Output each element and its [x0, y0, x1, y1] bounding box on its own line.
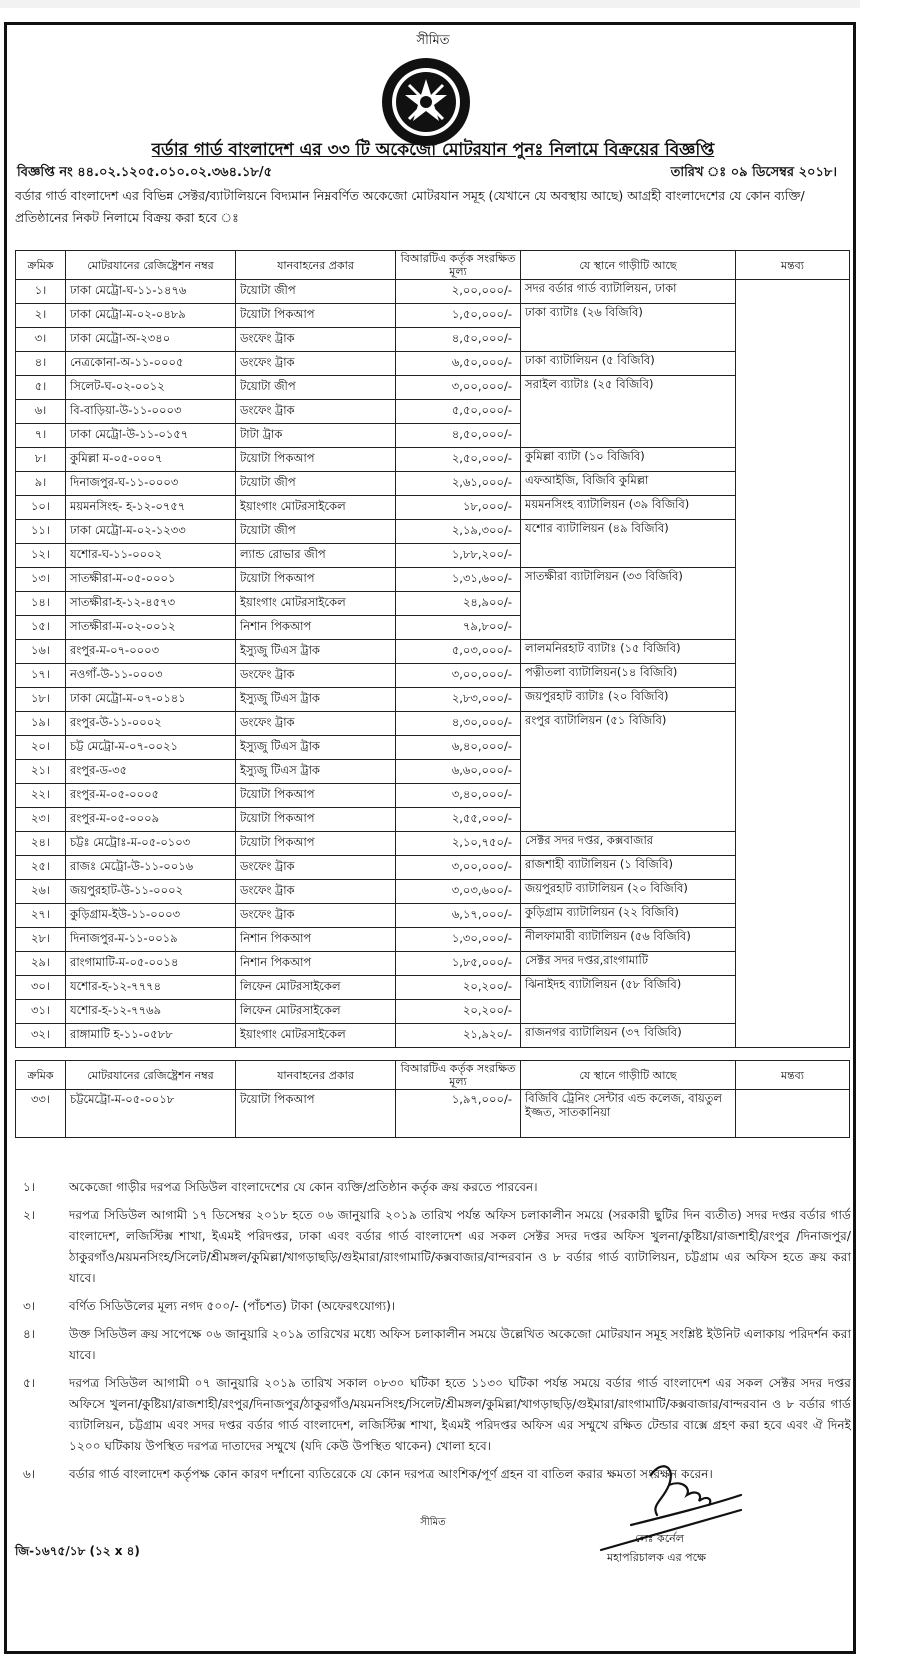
- term-number: ১।: [23, 1180, 36, 1194]
- cell-location: রংপুর ব্যাটালিয়ন (৫১ বিজিবি): [521, 712, 736, 832]
- top-band: [0, 0, 860, 8]
- restricted-label-bottom: সীমিত: [420, 1517, 446, 1528]
- vehicle-table-header: [16, 251, 850, 280]
- cell-location: ঝিনাইদহ ব্যাটালিয়ন (৫৮ বিজিবি): [521, 976, 736, 1024]
- cell-vehicle-type: টয়োটা পিকআপ: [236, 304, 396, 328]
- cell-serial: ২৮।: [16, 928, 66, 952]
- cell-registration: সাতক্ষীরা-ম-০৫-০০০১: [66, 568, 236, 592]
- cell-serial: ১৬।: [16, 640, 66, 664]
- cell-vehicle-type: ডংফেং ট্রাক: [236, 352, 396, 376]
- cell-serial: ১৮।: [16, 688, 66, 712]
- cell-registration: কুমিল্লা ম-০৫-০০০৭: [66, 448, 236, 472]
- cell-registration: ঢাকা মেট্রো-ম-০২-১২৩৩: [66, 520, 236, 544]
- cell-price: ৫,৫০,০০০/-: [396, 400, 521, 424]
- cell-location: ঢাকা ব্যাটাঃ (২৬ বিজিবি): [521, 304, 736, 352]
- cell-price: ১,৩১,৬০০/-: [396, 568, 521, 592]
- cell-location: ময়মনসিংহ ব্যাটালিয়ন (৩৯ বিজিবি): [521, 496, 736, 520]
- cell-vehicle-type: ডংফেং ট্রাক: [236, 904, 396, 928]
- cell-vehicle-type: ল্যান্ড রোভার জীপ: [236, 544, 396, 568]
- cell-serial: ৩৩।: [16, 1090, 66, 1138]
- signer-title: লেঃ কর্নেল: [635, 1532, 684, 1545]
- cell-price: ২,৬১,০০০/-: [396, 472, 521, 496]
- cell-vehicle-type: ইয়াংগাং মোটরসাইকেল: [236, 592, 396, 616]
- cell-registration: চট্টঃ মেট্রোঃ-ম-০৫-০১০৩: [66, 832, 236, 856]
- cell-registration: রংপুর-ম-০৫-০০০৯: [66, 808, 236, 832]
- notice-title: বর্ডার গার্ড বাংলাদেশ এর ৩৩ টি অকেজো মোটরযান পুনঃ নিলামে বিক্রয়ের বিজ্ঞপ্তি: [151, 140, 715, 160]
- table-row: [16, 352, 850, 376]
- cell-registration: চট্টমেট্রো-ম-০৫-০০১৮: [66, 1090, 236, 1138]
- cell-serial: ৩০।: [16, 976, 66, 1000]
- cell-registration: রাঙ্গামাটি হ-১১-০৫৮৮: [66, 1024, 236, 1048]
- cell-vehicle-type: ইয়াংগাং মোটরসাইকেল: [236, 496, 396, 520]
- cell-serial: ২০।: [16, 736, 66, 760]
- cell-vehicle-type: ইস্যুজু টিএস ট্রাক: [236, 760, 396, 784]
- cell-registration: রংপুর-ম-০৫-০০০৫: [66, 784, 236, 808]
- cell-serial: ৪।: [16, 352, 66, 376]
- cell-location: এফআইজি, বিজিবি কুমিল্লা: [521, 472, 736, 496]
- cell-registration: জয়পুরহাট-উ-১১-০০০২: [66, 880, 236, 904]
- cell-serial: ২১।: [16, 760, 66, 784]
- cell-location: রাজশাহী ব্যাটালিয়ন (১ বিজিবি): [521, 856, 736, 880]
- cell-price: ২,১৯,৩০০/-: [396, 520, 521, 544]
- cell-vehicle-type: টয়োটা জীপ: [236, 520, 396, 544]
- table-row: [16, 832, 850, 856]
- cell-price: ২,০০,০০০/-: [396, 280, 521, 304]
- cell-location: সেক্টর সদর দপ্তর, কক্সবাজার: [521, 832, 736, 856]
- term-number: ২।: [23, 1208, 36, 1222]
- cell-serial: ৭।: [16, 424, 66, 448]
- notice-page: [4, 22, 856, 1654]
- cell-vehicle-type: ইস্যুজু টিএস ট্রাক: [236, 688, 396, 712]
- cell-location: সদর বর্ডার গার্ড ব্যাটালিয়ন, ঢাকা: [521, 280, 736, 304]
- cell-location: লালমনিরহাট ব্যাটাঃ (১৫ বিজিবি): [521, 640, 736, 664]
- cell-registration: সিলেট-ঘ-০২-০০১২: [66, 376, 236, 400]
- cell-price: ৬,৪০,০০০/-: [396, 736, 521, 760]
- cell-serial: ১২।: [16, 544, 66, 568]
- cell-remarks: [736, 1090, 850, 1138]
- term-text: অকেজো গাড়ীর দরপত্র সিডিউল বাংলাদেশের যে কোন ব্যক্তি/প্রতিষ্ঠান কর্তৃক ক্রয় করতে পারবেন।: [69, 1180, 538, 1194]
- table-row: [16, 1090, 850, 1138]
- table-row: [16, 664, 850, 688]
- cell-price: ১,৯৭,০০০/-: [396, 1090, 521, 1138]
- term-text: উক্ত সিডিউল ক্রয় সাপেক্ষে ০৬ জানুয়ারি ২০১৯ তারিখের মধ্যে অফিস চলাকালীন সময়ে উল্লেখিত অকেজো মোটরযান সমূহ সংশ্লিষ্ট ইউনিট এলাকায় পরিদর্শন করা যাবে।: [69, 1327, 851, 1362]
- cell-price: ১,৩০,০০০/-: [396, 928, 521, 952]
- restricted-label-top: সীমিত: [416, 33, 450, 48]
- cell-vehicle-type: ডংফেং ট্রাক: [236, 328, 396, 352]
- table-row: [16, 448, 850, 472]
- cell-vehicle-type: টয়োটা জীপ: [236, 280, 396, 304]
- cell-price: ২৪,৯০০/-: [396, 592, 521, 616]
- cell-price: ২,৫৫,০০০/-: [396, 808, 521, 832]
- cell-vehicle-type: টয়োটা পিকআপ: [236, 808, 396, 832]
- cell-serial: ৩।: [16, 328, 66, 352]
- cell-price: ৩,০০,০০০/-: [396, 376, 521, 400]
- vehicle-table-2-header: [16, 1061, 850, 1090]
- col-serial: ক্রমিক: [16, 251, 66, 280]
- cell-price: ৪,৩০,০০০/-: [396, 712, 521, 736]
- col-reserved-price: বিআরটিএ কর্তৃক সংরক্ষিত মূল্য: [396, 1061, 521, 1090]
- reference-code: জি-১৬৭৫/১৮ (১২ x ৪): [15, 1544, 140, 1558]
- cell-registration: যশোর-ঘ-১১-০০০২: [66, 544, 236, 568]
- cell-serial: ৩১।: [16, 1000, 66, 1024]
- cell-vehicle-type: নিশান পিকআপ: [236, 952, 396, 976]
- table-row: [16, 880, 850, 904]
- cell-registration: ঢাকা মেট্রো-ম-০৭-০১৪১: [66, 688, 236, 712]
- term-number: ৪।: [23, 1327, 36, 1341]
- cell-price: ২০,২০০/-: [396, 976, 521, 1000]
- cell-vehicle-type: ডংফেং ট্রাক: [236, 664, 396, 688]
- table-row: [16, 496, 850, 520]
- cell-serial: ৯।: [16, 472, 66, 496]
- cell-registration: রাজঃ মেট্রো-উ-১১-০০১৬: [66, 856, 236, 880]
- table-row: [16, 952, 850, 976]
- cell-price: ১,৮৫,০০০/-: [396, 952, 521, 976]
- cell-location: নীলফামারী ব্যাটালিয়ন (৫৬ বিজিবি): [521, 928, 736, 952]
- cell-serial: ১৭।: [16, 664, 66, 688]
- cell-price: ৬,১৭,০০০/-: [396, 904, 521, 928]
- table-row: [16, 568, 850, 592]
- cell-registration: ঢাকা মেট্রো-অ-২৩৪০: [66, 328, 236, 352]
- cell-vehicle-type: লিফেন মোটরসাইকেল: [236, 1000, 396, 1024]
- cell-registration: চট্ট মেট্রো-ম-০৭-০০২১: [66, 736, 236, 760]
- cell-price: ২,৫০,০০০/-: [396, 448, 521, 472]
- cell-location: সেক্টর সদর দপ্তর,রাংগামাটি: [521, 952, 736, 976]
- cell-price: ৩,৪০,০০০/-: [396, 784, 521, 808]
- cell-price: ১,৮৮,২০০/-: [396, 544, 521, 568]
- table-row: [16, 304, 850, 328]
- cell-location: রাজনগর ব্যাটালিয়ন (৩৭ বিজিবি): [521, 1024, 736, 1048]
- term-number: ৩।: [23, 1299, 36, 1313]
- cell-registration: ময়মনসিংহ- হ-১২-০৭৫৭: [66, 496, 236, 520]
- table-row: [16, 376, 850, 400]
- col-location: যে স্থানে গাড়ীটি আছে: [521, 251, 736, 280]
- cell-vehicle-type: নিশান পিকআপ: [236, 616, 396, 640]
- cell-serial: ২৬।: [16, 880, 66, 904]
- memo-number: বিজ্ঞপ্তি নং ৪৪.০২.১২০৫.০১০.০২.৩৬৪.১৮/৫: [17, 165, 273, 180]
- cell-vehicle-type: টয়োটা পিকআপ: [236, 568, 396, 592]
- cell-location: বিজিবি ট্রেনিং সেন্টার এন্ড কলেজ, বায়তুল ইজ্জত, সাতকানিয়া: [521, 1090, 736, 1138]
- cell-vehicle-type: টাটা ট্রাক: [236, 424, 396, 448]
- cell-price: ৬,৬০,০০০/-: [396, 760, 521, 784]
- col-vehicle-type: যানবাহনের প্রকার: [236, 1061, 396, 1090]
- cell-price: ১৮,০০০/-: [396, 496, 521, 520]
- cell-registration: নওগাঁ-উ-১১-০০০৩: [66, 664, 236, 688]
- term-number: ৫।: [23, 1376, 36, 1390]
- cell-vehicle-type: ইয়াংগাং মোটরসাইকেল: [236, 1024, 396, 1048]
- table-row: [16, 280, 850, 304]
- cell-registration: দিনাজপুর-ম-১১-০০১৯: [66, 928, 236, 952]
- cell-price: ৩,০৩,৬০০/-: [396, 880, 521, 904]
- cell-location: কুড়িগ্রাম ব্যাটালিয়ন (২২ বিজিবি): [521, 904, 736, 928]
- cell-vehicle-type: টয়োটা পিকআপ: [236, 448, 396, 472]
- cell-location: যশোর ব্যাটালিয়ন (৪৯ বিজিবি): [521, 520, 736, 568]
- cell-serial: ২৪।: [16, 832, 66, 856]
- term-item: [15, 1205, 851, 1289]
- table-row: [16, 976, 850, 1000]
- cell-serial: ২৫।: [16, 856, 66, 880]
- cell-vehicle-type: নিশান পিকআপ: [236, 928, 396, 952]
- term-item: [15, 1324, 851, 1366]
- cell-serial: ২।: [16, 304, 66, 328]
- cell-registration: ঢাকা মেট্রো-ঘ-১১-১৪৭৬: [66, 280, 236, 304]
- cell-registration: রাংগামাটি-ম-০৫-০০১৪: [66, 952, 236, 976]
- cell-serial: ২৩।: [16, 808, 66, 832]
- cell-vehicle-type: ডংফেং ট্রাক: [236, 856, 396, 880]
- table-row: [16, 688, 850, 712]
- vehicle-table-2: [15, 1060, 850, 1138]
- cell-serial: ২৯।: [16, 952, 66, 976]
- col-reserved-price: বিআরটিএ কর্তৃক সংরক্ষিত মূল্য: [396, 251, 521, 280]
- cell-price: ২১,৯২০/-: [396, 1024, 521, 1048]
- term-text: দরপত্র সিডিউল আগামী ০৭ জানুয়ারি ২০১৯ তারিখ সকাল ০৮৩০ ঘটিকা হতে ১১৩০ ঘটিকা পর্যন্ত সময়ে বর্ডার গার্ড বাংলাদেশ এর সকল সেক্টর সদর দপ্তর অফিসে খুলনা/কুষ্টিয়া/রাজশাহী/রংপুর/দিনাজপুর/ঠাকুরগাঁও/ময়মনসিংহ/সিলেট/শ্রীমঙ্গল/কুমিল্লা/খাগড়াছড়ি/গুইমারা/রাংগামাটি/কক্সবাজার/বান্দরবান ও ৮ বর্ডার গার্ড ব্যাটালিয়ন, চট্টগ্রাম এবং সদর দপ্তর বর্ডার গার্ড বাংলাদেশ, লজিস্টিক্স শাখা, ইএমই পরিদপ্তর অফিস এর সম্মুখে রক্ষিত টেন্ডার বাক্সে গ্রহণ করা হবে এবং ঐ দিনই ১২০০ ঘটিকায় উপস্থিত দরপত্র দাতাদের সম্মুখে (যদি কেউ উপস্থিত থাকেন) খোলা হবে।: [69, 1376, 851, 1453]
- cell-serial: ৬।: [16, 400, 66, 424]
- cell-price: ২,৮৩,০০০/-: [396, 688, 521, 712]
- col-registration: মোটরযানের রেজিষ্ট্রেশন নম্বর: [66, 1061, 236, 1090]
- cell-registration: রংপুর-উ-১১-০০০২: [66, 712, 236, 736]
- cell-location: পত্নীতলা ব্যাটালিয়ন(১৪ বিজিবি): [521, 664, 736, 688]
- term-item: [15, 1296, 851, 1317]
- cell-price: ৪,৫০,০০০/-: [396, 424, 521, 448]
- cell-vehicle-type: টয়োটা পিকআপ: [236, 832, 396, 856]
- cell-price: ৭৯,৮০০/-: [396, 616, 521, 640]
- term-text: বর্ণিত সিডিউলের মূল্য নগদ ৫০০/- (পাঁচশত) টাকা (অফেরৎযোগ্য)।: [69, 1299, 396, 1313]
- table-row: [16, 520, 850, 544]
- cell-vehicle-type: ডংফেং ট্রাক: [236, 880, 396, 904]
- term-item: [15, 1373, 851, 1457]
- cell-serial: ১১।: [16, 520, 66, 544]
- cell-registration: কুড়িগ্রাম-ইউ-১১-০০০৩: [66, 904, 236, 928]
- terms-list: [15, 1177, 851, 1492]
- table-row: [16, 904, 850, 928]
- cell-vehicle-type: ডংফেং ট্রাক: [236, 400, 396, 424]
- cell-price: ৩,০০,০০০/-: [396, 664, 521, 688]
- cell-location: জয়পুরহাট ব্যাটালিয়ন (২০ বিজিবি): [521, 880, 736, 904]
- cell-registration: নেত্রকোনা-অ-১১-০০০৫: [66, 352, 236, 376]
- table-row: [16, 856, 850, 880]
- cell-vehicle-type: টয়োটা জীপ: [236, 376, 396, 400]
- cell-price: ১,৫০,০০০/-: [396, 304, 521, 328]
- cell-vehicle-type: লিফেন মোটরসাইকেল: [236, 976, 396, 1000]
- cell-serial: ২২।: [16, 784, 66, 808]
- vehicle-table: [15, 250, 850, 1048]
- cell-price: ২০,২০০/-: [396, 1000, 521, 1024]
- col-location: যে স্থানে গাড়ীটি আছে: [521, 1061, 736, 1090]
- cell-registration: দিনাজপুর-ঘ-১১-০০০৩: [66, 472, 236, 496]
- cell-location: কুমিল্লা ব্যাটা (১০ বিজিবি): [521, 448, 736, 472]
- cell-price: ৪,৫০,০০০/-: [396, 328, 521, 352]
- signer-subtitle: মহাপরিচালক এর পক্ষে: [607, 1551, 706, 1564]
- cell-location: সরাইল ব্যাটাঃ (২৫ বিজিবি): [521, 376, 736, 448]
- cell-location: জয়পুরহাট ব্যাটাঃ (২০ বিজিবি): [521, 688, 736, 712]
- cell-serial: ৮।: [16, 448, 66, 472]
- cell-registration: যশোর-হ-১২-৭৭৬৯: [66, 1000, 236, 1024]
- term-text: বর্ডার গার্ড বাংলাদেশ কর্তৃপক্ষ কোন কারণ দর্শানো ব্যতিরেকে যে কোন দরপত্র আংশিক/পূর্ণ গ্রহন বা বাতিল করার ক্ষমতা সংরক্ষন করেন।: [69, 1467, 713, 1481]
- table-row: [16, 928, 850, 952]
- cell-vehicle-type: ইস্যুজু টিএস ট্রাক: [236, 640, 396, 664]
- col-registration: মোটরযানের রেজিষ্ট্রেশন নম্বর: [66, 251, 236, 280]
- cell-serial: ১৪।: [16, 592, 66, 616]
- cell-price: ৬,৫০,০০০/-: [396, 352, 521, 376]
- table-row: [16, 712, 850, 736]
- cell-serial: ৫।: [16, 376, 66, 400]
- cell-vehicle-type: ইস্যুজু টিএস ট্রাক: [236, 736, 396, 760]
- cell-vehicle-type: টয়োটা পিকআপ: [236, 784, 396, 808]
- cell-vehicle-type: ডংফেং ট্রাক: [236, 712, 396, 736]
- cell-serial: ২৭।: [16, 904, 66, 928]
- term-text: দরপত্র সিডিউল আগামী ১৭ ডিসেম্বর ২০১৮ হতে ০৬ জানুয়ারি ২০১৯ তারিখ পর্যন্ত অফিস চলাকালীন সময়ে (সরকারী ছুটির দিন ব্যতীত) সদর দপ্তর বর্ডার গার্ড বাংলাদেশ, লজিস্টিক্স শাখা, ইএমই পরিদপ্তর, ঢাকা এবং বর্ডার গার্ড বাংলাদেশ এর সকল সেক্টর সদর দপ্তর অফিস খুলনা/কুষ্টিয়া/রাজশাহী/রংপুর /দিনাজপুর/ঠাকুরগাঁও/ময়মনসিংহ/সিলেট/শ্রীমঙ্গল/কুমিল্লা/খাগড়াছড়ি/গুইমারা/রাংগামাটি/কক্সবাজার/বান্দরবান ও ৮ বর্ডার গার্ড ব্যাটালিয়ন, চট্টগ্রাম এর অফিস হতে ক্রয় করা যাবে।: [69, 1208, 851, 1285]
- table-row: [16, 1024, 850, 1048]
- cell-registration: ঢাকা মেট্রো-উ-১১-০১৫৭: [66, 424, 236, 448]
- cell-registration: বি-বাড়িয়া-উ-১১-০০০৩: [66, 400, 236, 424]
- cell-price: ৫,০৩,০০০/-: [396, 640, 521, 664]
- term-number: ৬।: [23, 1467, 36, 1481]
- notice-date: তারিখ ঃ ০৯ ডিসেম্বর ২০১৮।: [670, 165, 837, 180]
- cell-serial: ১।: [16, 280, 66, 304]
- cell-price: ২,১০,৭৫০/-: [396, 832, 521, 856]
- cell-serial: ১৫।: [16, 616, 66, 640]
- cell-registration: ঢাকা মেট্রো-ম-০২-০৪৮৯: [66, 304, 236, 328]
- col-serial: ক্রমিক: [16, 1061, 66, 1090]
- term-item: [15, 1177, 851, 1198]
- table-row: [16, 472, 850, 496]
- cell-remarks: [736, 280, 850, 1048]
- cell-location: ঢাকা ব্যাটালিয়ন (৫ বিজিবি): [521, 352, 736, 376]
- cell-vehicle-type: টয়োটা জীপ: [236, 472, 396, 496]
- cell-price: ৩,০০,০০০/-: [396, 856, 521, 880]
- cell-vehicle-type: টয়োটা পিকআপ: [236, 1090, 396, 1138]
- cell-location: সাতক্ষীরা ব্যাটালিয়ন (৩৩ বিজিবি): [521, 568, 736, 640]
- col-remarks: মন্তব্য: [736, 251, 850, 280]
- cell-registration: সাতক্ষীরা-ম-০২-০০১২: [66, 616, 236, 640]
- col-vehicle-type: যানবাহনের প্রকার: [236, 251, 396, 280]
- cell-serial: ১৩।: [16, 568, 66, 592]
- cell-serial: ৩২।: [16, 1024, 66, 1048]
- table-row: [16, 640, 850, 664]
- cell-registration: রংপুর-ম-০৭-০০০৩: [66, 640, 236, 664]
- col-remarks: মন্তব্য: [736, 1061, 850, 1090]
- bgb-emblem-icon: [379, 55, 473, 149]
- cell-serial: ১৯।: [16, 712, 66, 736]
- intro-paragraph: বর্ডার গার্ড বাংলাদেশ এর বিভিন্ন সেক্টর/ব্যাটালিয়নে বিদ্যমান নিম্নবর্ণিত অকেজো মোটরযান সমূহ (যেখানে যে অবস্থায় আছে) আগ্রহী বাংলাদেশের যে কোন ব্যক্তি/প্রতিষ্ঠানের নিকট নিলামে বিক্রয় করা হবে ঃ: [15, 188, 805, 225]
- cell-registration: যশোর-হ-১২-৭৭৭৪: [66, 976, 236, 1000]
- cell-serial: ১০।: [16, 496, 66, 520]
- cell-registration: রংপুর-ড-৩৫: [66, 760, 236, 784]
- cell-registration: সাতক্ষীরা-হ-১২-৪৫৭৩: [66, 592, 236, 616]
